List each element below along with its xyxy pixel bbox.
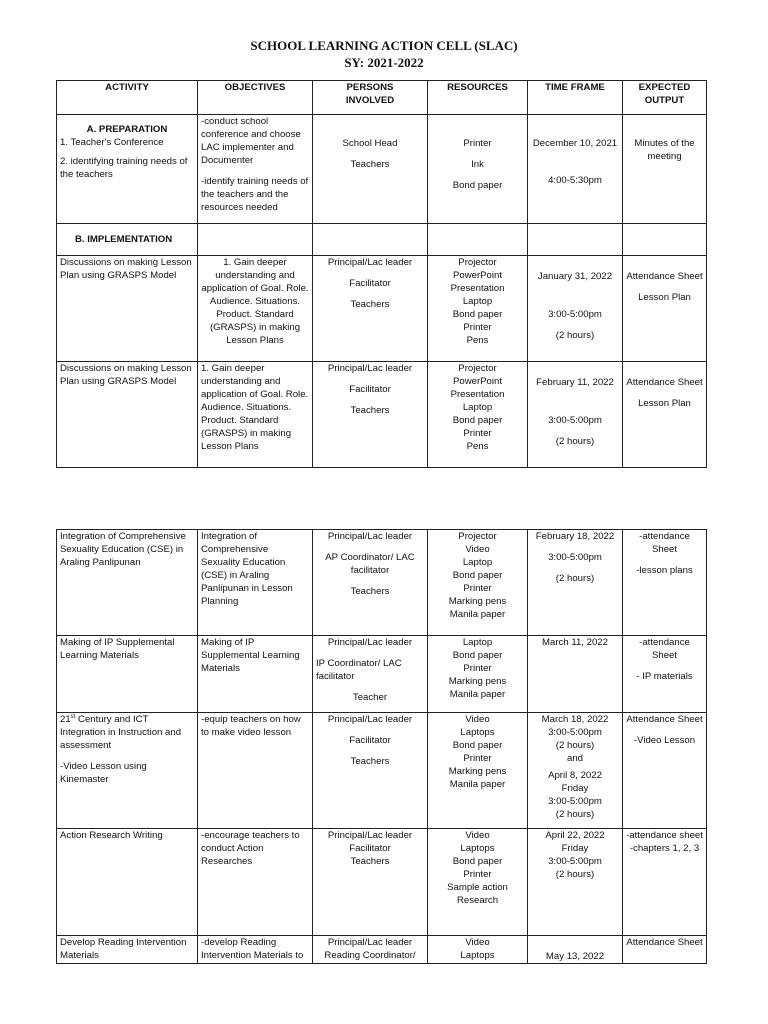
header-activity: ACTIVITY bbox=[57, 81, 198, 115]
cell-time-frame: March 18, 2022 3:00-5:00pm (2 hours) and April 8, 2022 Friday 3:00-5:00pm (2 hours) bbox=[528, 713, 623, 829]
cell-activity: Action Research Writing bbox=[57, 829, 198, 936]
cell-resources: Laptop Bond paper Printer Marking pens Manila paper bbox=[428, 636, 528, 713]
table-header-row bbox=[57, 81, 707, 115]
cell-resources: Printer Ink Bond paper bbox=[428, 115, 528, 224]
cell-objectives: Integration of Comprehensive Sexuality Education (CSE) in Araling Panlipunan in Lesson Planning bbox=[198, 530, 313, 636]
cell-time-frame: February 11, 2022 3:00-5:00pm (2 hours) bbox=[528, 362, 623, 468]
cell-expected-output: Attendance Sheet Lesson Plan bbox=[623, 256, 707, 362]
cell-objectives: -conduct school conference and choose LAC implementer and Documenter -identify training needs of the teachers and the resources needed bbox=[198, 115, 313, 224]
cell-persons: Principal/Lac leader Facilitator Teachers bbox=[313, 362, 428, 468]
table-row bbox=[57, 256, 707, 362]
table-row bbox=[57, 936, 707, 964]
cell-resources: Projector PowerPoint Presentation Laptop Bond paper Printer Pens bbox=[428, 362, 528, 468]
cell-expected-output: Minutes of the meeting bbox=[623, 115, 707, 224]
header-persons: PERSONS INVOLVED bbox=[313, 81, 428, 115]
header-time-frame: TIME FRAME bbox=[528, 81, 623, 115]
cell-expected-output: -attendance sheet -chapters 1, 2, 3 bbox=[623, 829, 707, 936]
table-row-implementation bbox=[57, 224, 707, 256]
slac-table-part1 bbox=[56, 80, 707, 468]
slac-table-part2 bbox=[56, 529, 707, 964]
cell-resources: Projector PowerPoint Presentation Laptop Bond paper Printer Pens bbox=[428, 256, 528, 362]
cell-persons: Principal/Lac leader Facilitator Teachers bbox=[313, 713, 428, 829]
cell-persons: Principal/Lac leader Facilitator Teachers bbox=[313, 829, 428, 936]
cell-expected-output: Attendance Sheet -Video Lesson bbox=[623, 713, 707, 829]
cell-persons: School Head Teachers bbox=[313, 115, 428, 224]
cell-activity: 21st Century and ICT Integration in Instruction and assessment -Video Lesson using Kinemaster bbox=[57, 713, 198, 829]
header-objectives: OBJECTIVES bbox=[198, 81, 313, 115]
cell-expected-output: -attendance Sheet -lesson plans bbox=[623, 530, 707, 636]
cell-resources: Video Laptops bbox=[428, 936, 528, 964]
cell-objectives: 1. Gain deeper understanding and application of Goal. Role. Audience. Situations. Product. Standard (GRASPS) in making Lesson Plans bbox=[198, 256, 313, 362]
cell-persons: Principal/Lac leader Facilitator Teachers bbox=[313, 256, 428, 362]
cell-resources: Video Laptops Bond paper Printer Marking pens Manila paper bbox=[428, 713, 528, 829]
cell-objectives: 1. Gain deeper understanding and application of Goal. Role. Audience. Situations. Product. Standard (GRASPS) in making Lesson Plans bbox=[198, 362, 313, 468]
cell-activity: Discussions on making Lesson Plan using GRASPS Model bbox=[57, 256, 198, 362]
cell-activity: Integration of Comprehensive Sexuality Education (CSE) in Araling Panlipunan bbox=[57, 530, 198, 636]
cell-objectives: -develop Reading Intervention Materials to bbox=[198, 936, 313, 964]
table-row-preparation bbox=[57, 115, 707, 224]
cell-time-frame: April 22, 2022 Friday 3:00-5:00pm (2 hours) bbox=[528, 829, 623, 936]
cell-persons: Principal/Lac leader IP Coordinator/ LAC facilitator Teacher bbox=[313, 636, 428, 713]
cell-resources: Projector Video Laptop Bond paper Printer Marking pens Manila paper bbox=[428, 530, 528, 636]
cell-time-frame: December 10, 2021 4:00-5:30pm bbox=[528, 115, 623, 224]
table-row bbox=[57, 636, 707, 713]
cell-persons: Principal/Lac leader Reading Coordinator/ bbox=[313, 936, 428, 964]
cell-activity: B. IMPLEMENTATION bbox=[57, 224, 198, 256]
school-year: SY: 2021-2022 bbox=[344, 55, 424, 70]
cell-time-frame: February 18, 2022 3:00-5:00pm (2 hours) bbox=[528, 530, 623, 636]
table-row bbox=[57, 530, 707, 636]
cell-time-frame: March 11, 2022 bbox=[528, 636, 623, 713]
table-row bbox=[57, 362, 707, 468]
cell-resources: Video Laptops Bond paper Printer Sample action Research bbox=[428, 829, 528, 936]
cell-activity: A. PREPARATION 1. Teacher's Conference 2. identifying training needs of the teachers bbox=[57, 115, 198, 224]
table-row bbox=[57, 829, 707, 936]
cell-expected-output: -attendance Sheet - IP materials bbox=[623, 636, 707, 713]
cell-time-frame: January 31, 2022 3:00-5:00pm (2 hours) bbox=[528, 256, 623, 362]
cell-expected-output: Attendance Sheet Lesson Plan bbox=[623, 362, 707, 468]
document-title: SCHOOL LEARNING ACTION CELL (SLAC) bbox=[250, 38, 518, 53]
cell-persons: Principal/Lac leader AP Coordinator/ LAC facilitator Teachers bbox=[313, 530, 428, 636]
cell-activity: Discussions on making Lesson Plan using GRASPS Model bbox=[57, 362, 198, 468]
cell-activity: Develop Reading Intervention Materials bbox=[57, 936, 198, 964]
cell-objectives: -equip teachers on how to make video lesson bbox=[198, 713, 313, 829]
table-row bbox=[57, 713, 707, 829]
cell-objectives: Making of IP Supplemental Learning Materials bbox=[198, 636, 313, 713]
cell-time-frame: May 13, 2022 bbox=[528, 936, 623, 964]
cell-objectives: -encourage teachers to conduct Action Researches bbox=[198, 829, 313, 936]
cell-activity: Making of IP Supplemental Learning Materials bbox=[57, 636, 198, 713]
header-resources: RESOURCES bbox=[428, 81, 528, 115]
cell-expected-output: Attendance Sheet bbox=[623, 936, 707, 964]
header-expected-output: EXPECTED OUTPUT bbox=[623, 81, 707, 115]
